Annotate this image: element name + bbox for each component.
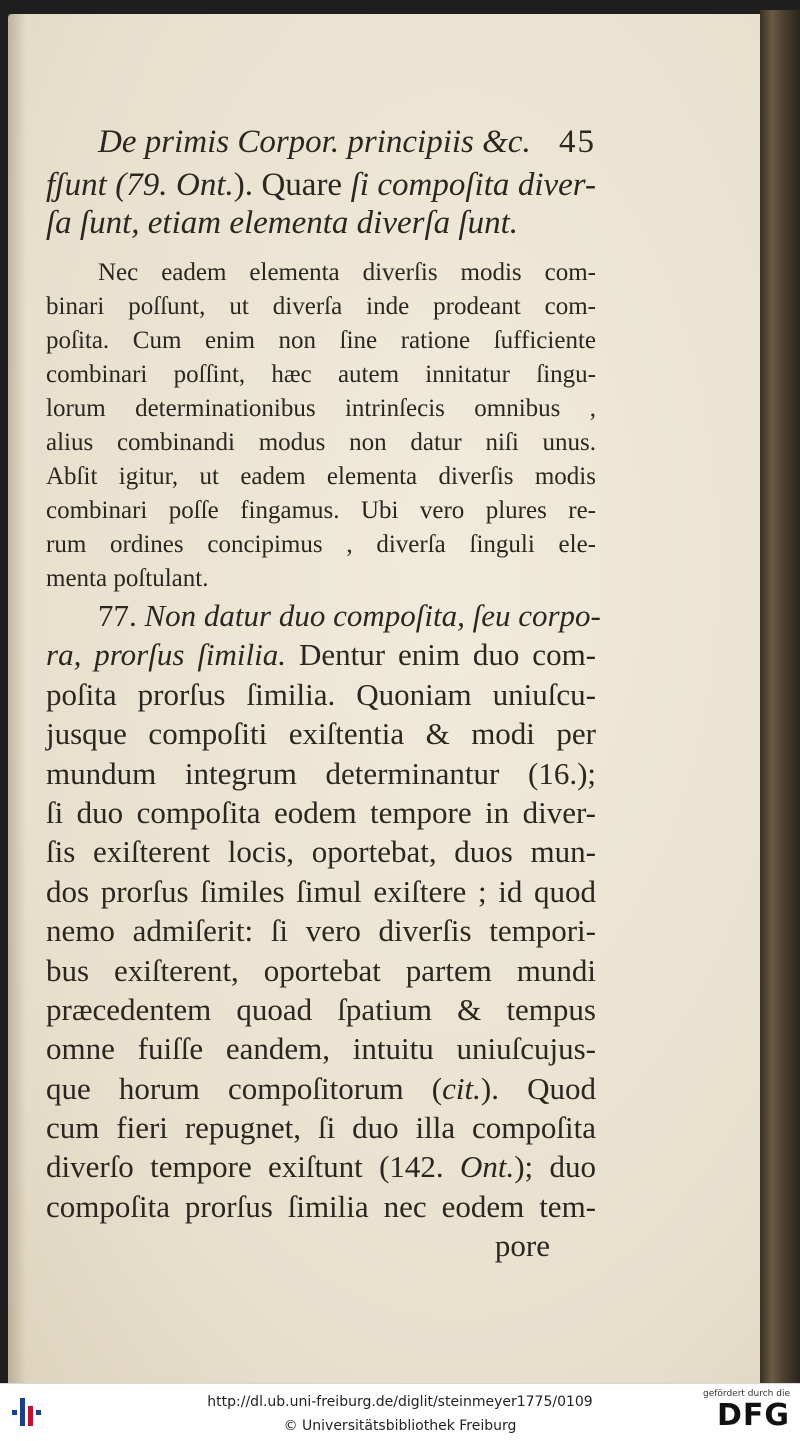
- text-line: lorum determinationibus intrinſecis omnibus ,: [46, 395, 596, 422]
- page-gutter-shadow: [8, 14, 26, 1383]
- text-line: [46, 166, 596, 204]
- text-line: ſis exiſterent locis, oportebat, duos mun-: [46, 834, 596, 870]
- text-line: binari poſſunt, ut diverſa inde prodeant com-: [46, 293, 596, 320]
- text-span: Ont.: [459, 1149, 515, 1185]
- text-line: menta poſtulant.: [46, 565, 209, 592]
- text-span: ). Quod: [480, 1070, 596, 1106]
- viewer-footer: [0, 1383, 800, 1441]
- page-text: [46, 118, 601, 1266]
- dfg-logo-icon: DFG: [716, 1398, 790, 1433]
- text-line: bus exiſterent, oportebat partem mundi: [46, 952, 596, 988]
- text-line: compoſita prorſus ſimilia nec eodem tem-: [46, 1188, 596, 1224]
- text-span: ); duo: [514, 1149, 596, 1185]
- text-line: ſi duo compoſita eodem tempore in diver-: [46, 794, 596, 830]
- copyright-notice: © Universitätsbibliothek Freiburg: [283, 1418, 517, 1434]
- text-line: [46, 1069, 596, 1108]
- text-line: [46, 596, 601, 635]
- text-line: Abſit igitur, ut eadem elementa diverſis modis: [46, 463, 596, 490]
- text-span: que horum compoſitorum (: [46, 1070, 443, 1106]
- text-line: combinari poſſe fingamus. Ubi vero plures re-: [46, 497, 596, 524]
- text-line: poſita prorſus ſimilia. Quoniam uniuſcu-: [46, 676, 596, 712]
- text-line: præcedentem quoad ſpatium & tempus: [46, 991, 596, 1027]
- text-line: poſita. Cum enim non ſine ratione ſufficiente: [46, 327, 596, 354]
- text-line: [46, 635, 596, 674]
- running-header: [46, 118, 596, 166]
- text-line: omne fuiſſe eandem, intuitu uniuſcujus-: [46, 1031, 596, 1067]
- text-span: ra, prorſus ſimilia.: [46, 637, 287, 673]
- text-line: combinari poſſint, hæc autem innitatur ſingu-: [46, 361, 596, 388]
- section-heading: Non datur duo compoſita, ſeu corpo-: [144, 598, 601, 633]
- text-span: ). Quare: [233, 167, 351, 203]
- paragraph-3: [46, 596, 601, 1266]
- section-number: 77.: [98, 598, 137, 633]
- text-line: Nec eadem elementa diverſis modis com-: [98, 259, 596, 286]
- text-line: cum fieri repugnet, ſi duo illa compoſita: [46, 1110, 596, 1146]
- text-line: dos prorſus ſimiles ſimul exiſtere ; id quod: [46, 873, 596, 909]
- text-span: cit.: [442, 1070, 481, 1106]
- funding-note: gefördert durch die: [703, 1389, 790, 1399]
- text-span: fʃunt (79.: [46, 167, 176, 203]
- text-line: nemo admiſerit: ſi vero diverſis tempori-: [46, 913, 596, 949]
- text-line: mundum integrum determinantur (16.);: [46, 755, 596, 791]
- paragraph-1: [46, 166, 596, 242]
- running-title: De primis Corpor. principiis &c.: [98, 124, 531, 160]
- text-line: jusque compoſiti exiſtentia & modi per: [46, 716, 596, 752]
- text-span: diverſo tempore exiſtunt (142.: [46, 1149, 460, 1185]
- page-edge: [760, 10, 800, 1383]
- text-span: ſi compoſita diver-: [350, 167, 596, 203]
- page-number: 45: [559, 124, 596, 160]
- text-line: rum ordines concipimus , diverſa ſinguli ele-: [46, 531, 596, 558]
- text-span: Ont.: [176, 167, 234, 203]
- text-line: [46, 1147, 596, 1186]
- text-line: alius combinandi modus non datur niſi unus.: [46, 429, 596, 456]
- permalink[interactable]: http://dl.ub.uni-freiburg.de/diglit/steinmeyer1775/0109: [207, 1394, 593, 1410]
- paragraph-2: [46, 256, 596, 596]
- catchword: pore: [494, 1228, 550, 1264]
- text-span: Dentur enim duo com-: [286, 637, 597, 673]
- text-line: ſa ſunt, etiam elementa diverſa ſunt.: [46, 205, 518, 241]
